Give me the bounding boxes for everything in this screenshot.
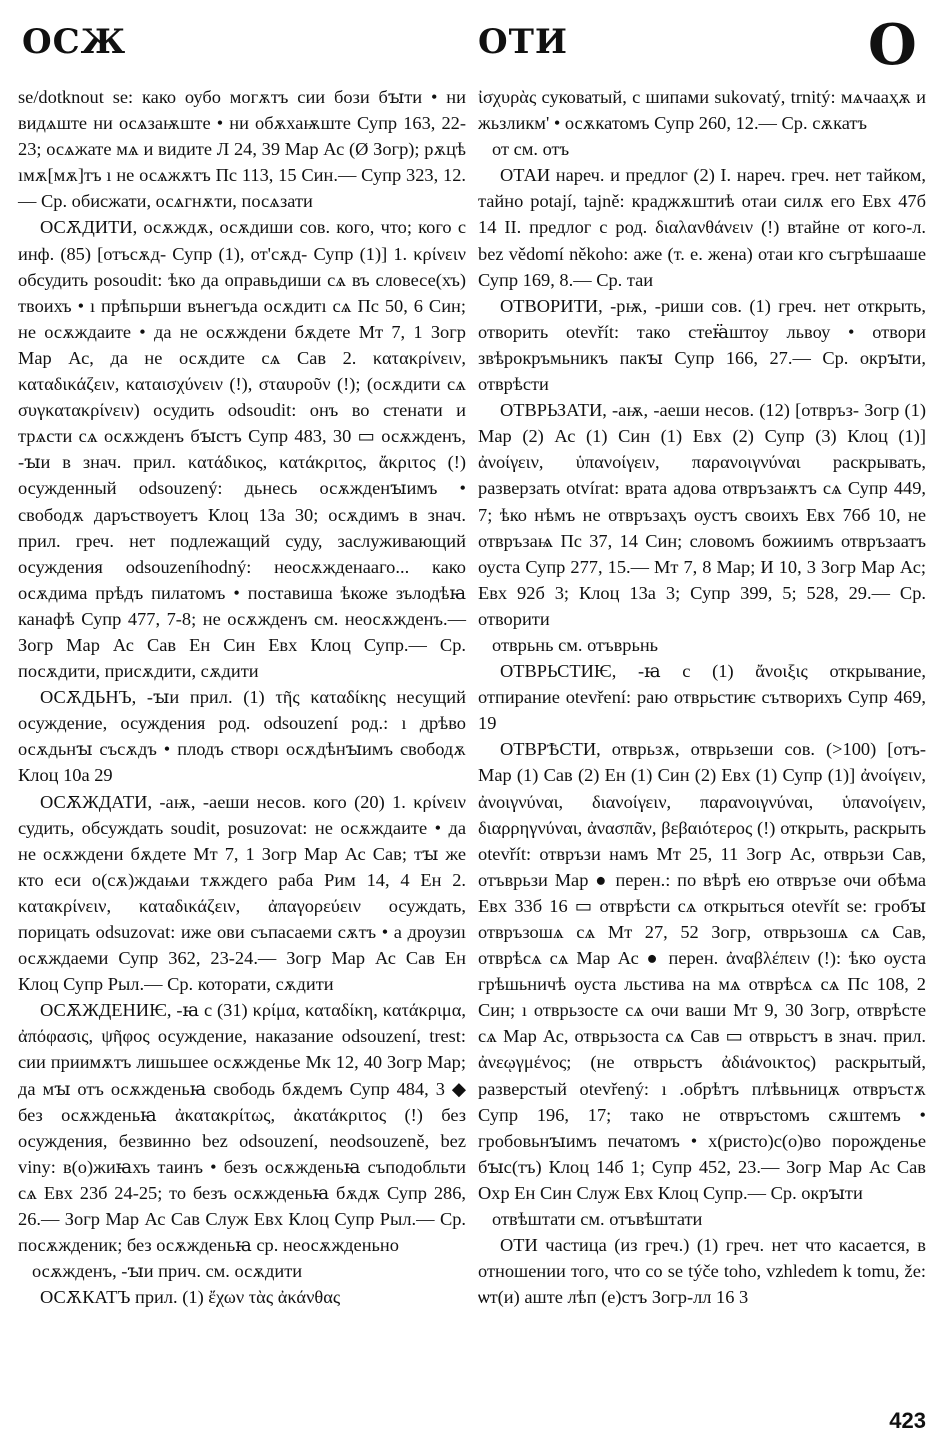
entry-oti: ОТИ частица (из греч.) (1) греч. нет что касается, в отношении того, что co se týče toho, vzhledem k tomu, že: ѡт(и) аште лѣп (е)стъ Зогр-лл 16 3 [478,1235,926,1308]
left-guide-word: ОСЖ [22,22,127,62]
left-column [18,84,466,1310]
entry-ot-ref: от см. отъ [492,139,570,160]
right-column [478,84,926,1310]
entry-otvresti: ОТВРѢСТИ, отврьзѫ, отврьзеши сов. (>100) [отъ- Мар (1) Сав (2) Ен (1) Син (2) Евх (1) Супр (1)] ἀνοίγειν, ἀνοιγνύναι, διανοίγειν, παρανοιγνύναι, ὑπανοίγειν, διαρρηγνύναι, ἀνασπᾶν, βεβαιότερος (!) открыть, раскрыть otevřít: отвръзи намъ Мт 25, 11 Зогр Ас, отврьзи Сав, отъврьзи Мар ● перен.: по вѣрѣ ею отвръзе очи обѣма Евх 33б 16 ▭ отврѣсти сѧ открыться otevřít se: гробꙑ отвръзошѧ сѧ Мт 27, 52 Зогр, отврьзошѧ сѧ Сав, отврѣсѧ сѧ Мар Ас ● перен. ἀναβλέπειν (!): ѣко оуста грѣшьничѣ оуста льстива на мѧ отврѣсѧ сѧ Пс 108, 2 Син; ı отврьзосте сѧ очи ваши Мт 9, 30 Зогр, отврѣсте сѧ Мар Ас, отврьзоста сѧ Сав ▭ отврьстъ в знач. прил. ἀνεῳγμένος; (не отврьстъ ἀδιάνοικτος) раскрытый, разверстый otevřený: ı .обрѣтъ плѣвьницѫ отвръстѫ Супр 196, 17; тако не отвръстомъ сѫштемъ • гробовьнꙑимъ печатомъ • х(ристо)с(о)во пороҗденье бꙑс(тъ) Клоц 14б 1; Супр 452, 23.— Зогр Мар Ас Сав Охр Ен Син Служ Евх Клоц Супр.— Ср. окрꙑти [478,739,926,1203]
entry-otvrzati: ОТВРЬЗАТИ, -аѭ, -аеши несов. (12) [отвръз- Зогр (1) Мар (2) Ас (1) Син (1) Евх (2) Супр (3) Клоц (1)] ἀνοίγειν, ὑπανοίγειν, παρανοιγνύναι раскрывать, разверзать otvírat: врата адова отвръзаѭтъ сѧ Супр 449, 7; ѣко нѣмъ не отвръзаҳъ оустъ своихъ Евх 76б 10, не отвръзаѩ Пс 37, 14 Син; словомъ божиимъ отвръзаатъ оуста Супр 277, 15.— Мт 7, 8 Мар; И 10, 3 Зогр Мар Ас; Евх 92б 3; Клоц 13а 3; Супр 399, 5; 528, 29.— Ср. отворити [478,400,926,629]
entry-osuzhden-ref: осѫжденъ, -ꙑи прич. см. осѫдити [32,1261,303,1282]
entry-continuation: se/dotknout se: како оубо могѫтъ сии бози бꙑти • ни видѧште ни осѧзаѭште • ни обѫхаѭште Супр 163, 22-23; осѧжате мѧ и видите Л 24, 39 Мар Ас (Ø Зогр); рѫцѣ ıмѫ[мѫ]тъ ı не осѧжѫтъ Пс 113, 15 Син.— Супр 323, 12.— Ср. обисжати, осѧгнѫти, посѧзати [18,87,466,212]
entry-osudin: ОСѪДЬНЪ, -ꙑи прил. (1) τῆς καταδίκης несущий осуждение, осуждения род. odsouzení род.: ı дрѣво осѫдьнꙑ съсѫдъ • плодъ створı осѫдѣнꙑимъ свободѫ Клоц 10а 29 [18,687,466,786]
right-guide-word: ОТИ [478,22,569,62]
entry-otvrn-ref: отврьнь см. отъврьнь [492,634,659,655]
entry-otai: ОТАИ нареч. и предлог (2) I. нареч. греч. нет тайком, тайно potají, tajně: краджѫштиѣ отаи силѫ его Евх 47б 14 II. предлог с род. διαλανθάνειν (!) втайне от кого-л. bez vědomí někoho: аже (т. е. жена) отаи кго съгрѣшааше Супр 169, 8.— Ср. таи [478,165,926,290]
entry-otvoriti: ОТВОРИТИ, -рѭ, -риши сов. (1) греч. нет открыть, отворить otevřít: тако стеꙗ̈штоу львоу • отвори звѣрокръмьникъ пакꙑ Супр 166, 27.— Ср. окрꙑти, отврѣсти [478,295,926,395]
entry-continuation-right: ἰσχυρὰς суковатый, с шипами sukovatý, trnitý: мѧчааҳѫ и жьзликм' • осѫкатомъ Супр 260, 12.— Ср. сѫкатъ [478,87,926,134]
entry-otvrstie: ОТВРЬСТИѤ, -ꙗ с (1) ἄνοιξις открывание, отпирание otevření: раю отврьстиѥ сътворихъ Супр 469, 19 [478,661,926,734]
entry-osukat: ОСѪКАТЪ прил. (1) ἔχων τὰς ἀκάνθας [40,1287,341,1308]
entry-osuditi: ОСѪДИТИ, осѫждѫ, осѫдиши сов. кого, что; кого с инф. (85) [отъсѫд- Супр (1), от'сѫд- Супр (1)] 1. κρίνειν обсудить posoudit: ѣко да оправьдиши сѧ въ словесе(хъ) твоихъ • ı прѣпьрши вънегъда осѫдитı сѧ Пс 50, 6 Син; не осѫждаите • да не осѫждени бѫдете Мт 7, 1 Зогр Мар Ас, да не осѫдите сѧ Сав 2. κατακρίνειν, καταδικάζειν, καταισχύνειν (!), σταυροῦν (!); (осѫдити сѧ συγκατακρίνειν) осудить odsoudit: онъ во стенати и трѧсти сѧ осѫжденъ бꙑстъ Супр 483, 30 ▭ осѫжденъ, -ꙑи в знач. прил. κατάδικος, κατάκριτος, ἄκριτος (!) осужденный odsouzený: дьнесь осѫжденꙑимъ • свободѫ даръствоуетъ Клоц 13а 30; осѫдимъ в знач. прил. греч. нет подлежащий суду, заслуживающий осуждения odsouzeníhodný: неосѫжденааго... како осѫдима прѣдъ пилатомъ • поставиша ѣкоже зълодѣꙗ канафѣ Супр 477, 7-8; не осѫжденъ см. неосѫжденъ.— Зогр Мар Ас Сав Ен Син Евх Клоц Супр.— Ср. посѫдити, присѫдити, сѫдити [18,217,466,682]
section-letter: О [868,12,917,78]
entry-osuzhdati: ОСѪЖДАТИ, -аѭ, -аеши несов. кого (20) 1. κρίνειν судить, обсуждать soudit, posuzovat: не осѫждаите • да не осѫждени бѫдете Мт 7, 1 Зогр Мар Ас Сав; тꙑ же кто еси о(сѫ)ждаѩи тѫждего раба Рим 14, 4 Ен 2. κατακρίνειν, καταδικάζειν, ἀπαγορεύειν осуждать, порицать odsuzovat: иже ови съпасаеми сѫтъ • а дроузиı осѫждаеми Супр 362, 23-24.— Зогр Мар Ас Сав Ен Клоц Супр Рыл.— Ср. которати, сѫдити [18,791,466,995]
entry-osuzhdenie: ОСѪЖДЕНИѤ, -ꙗ с (31) κρίμα, καταδίκη, κατάκριμα, ἀπόφασις, ψῆφος осуждение, наказание odsouzení, trest: сии приимѫтъ лишьшее осѫжденье Мк 12, 40 Зогр Мар; да мꙑ отъ осѫжденьꙗ свободь бѫдемъ Супр 484, 3 ◆ без осѫжденьꙗ ἀκατακρίτως, ἀκατάκριτος (!) без осуждения, безвинно bez odsouzení, neodsouzeně, bez viny: в(о)жиꙗхъ таинъ • безъ осѫжденьꙗ съподобльти сѧ Евх 23б 24-25; то безъ осѫжденьꙗ бѫдѫ Супр 286, 26.— Зогр Мар Ас Сав Служ Евх Клоц Супр Рыл.— Ср. посѫжденик; без осѫжденьꙗ ср. неосѫжденьно [18,1000,466,1256]
page-number: 423 [889,1408,926,1433]
entry-otveshtati-ref: отвѣштати см. отъвѣштати [492,1209,703,1230]
